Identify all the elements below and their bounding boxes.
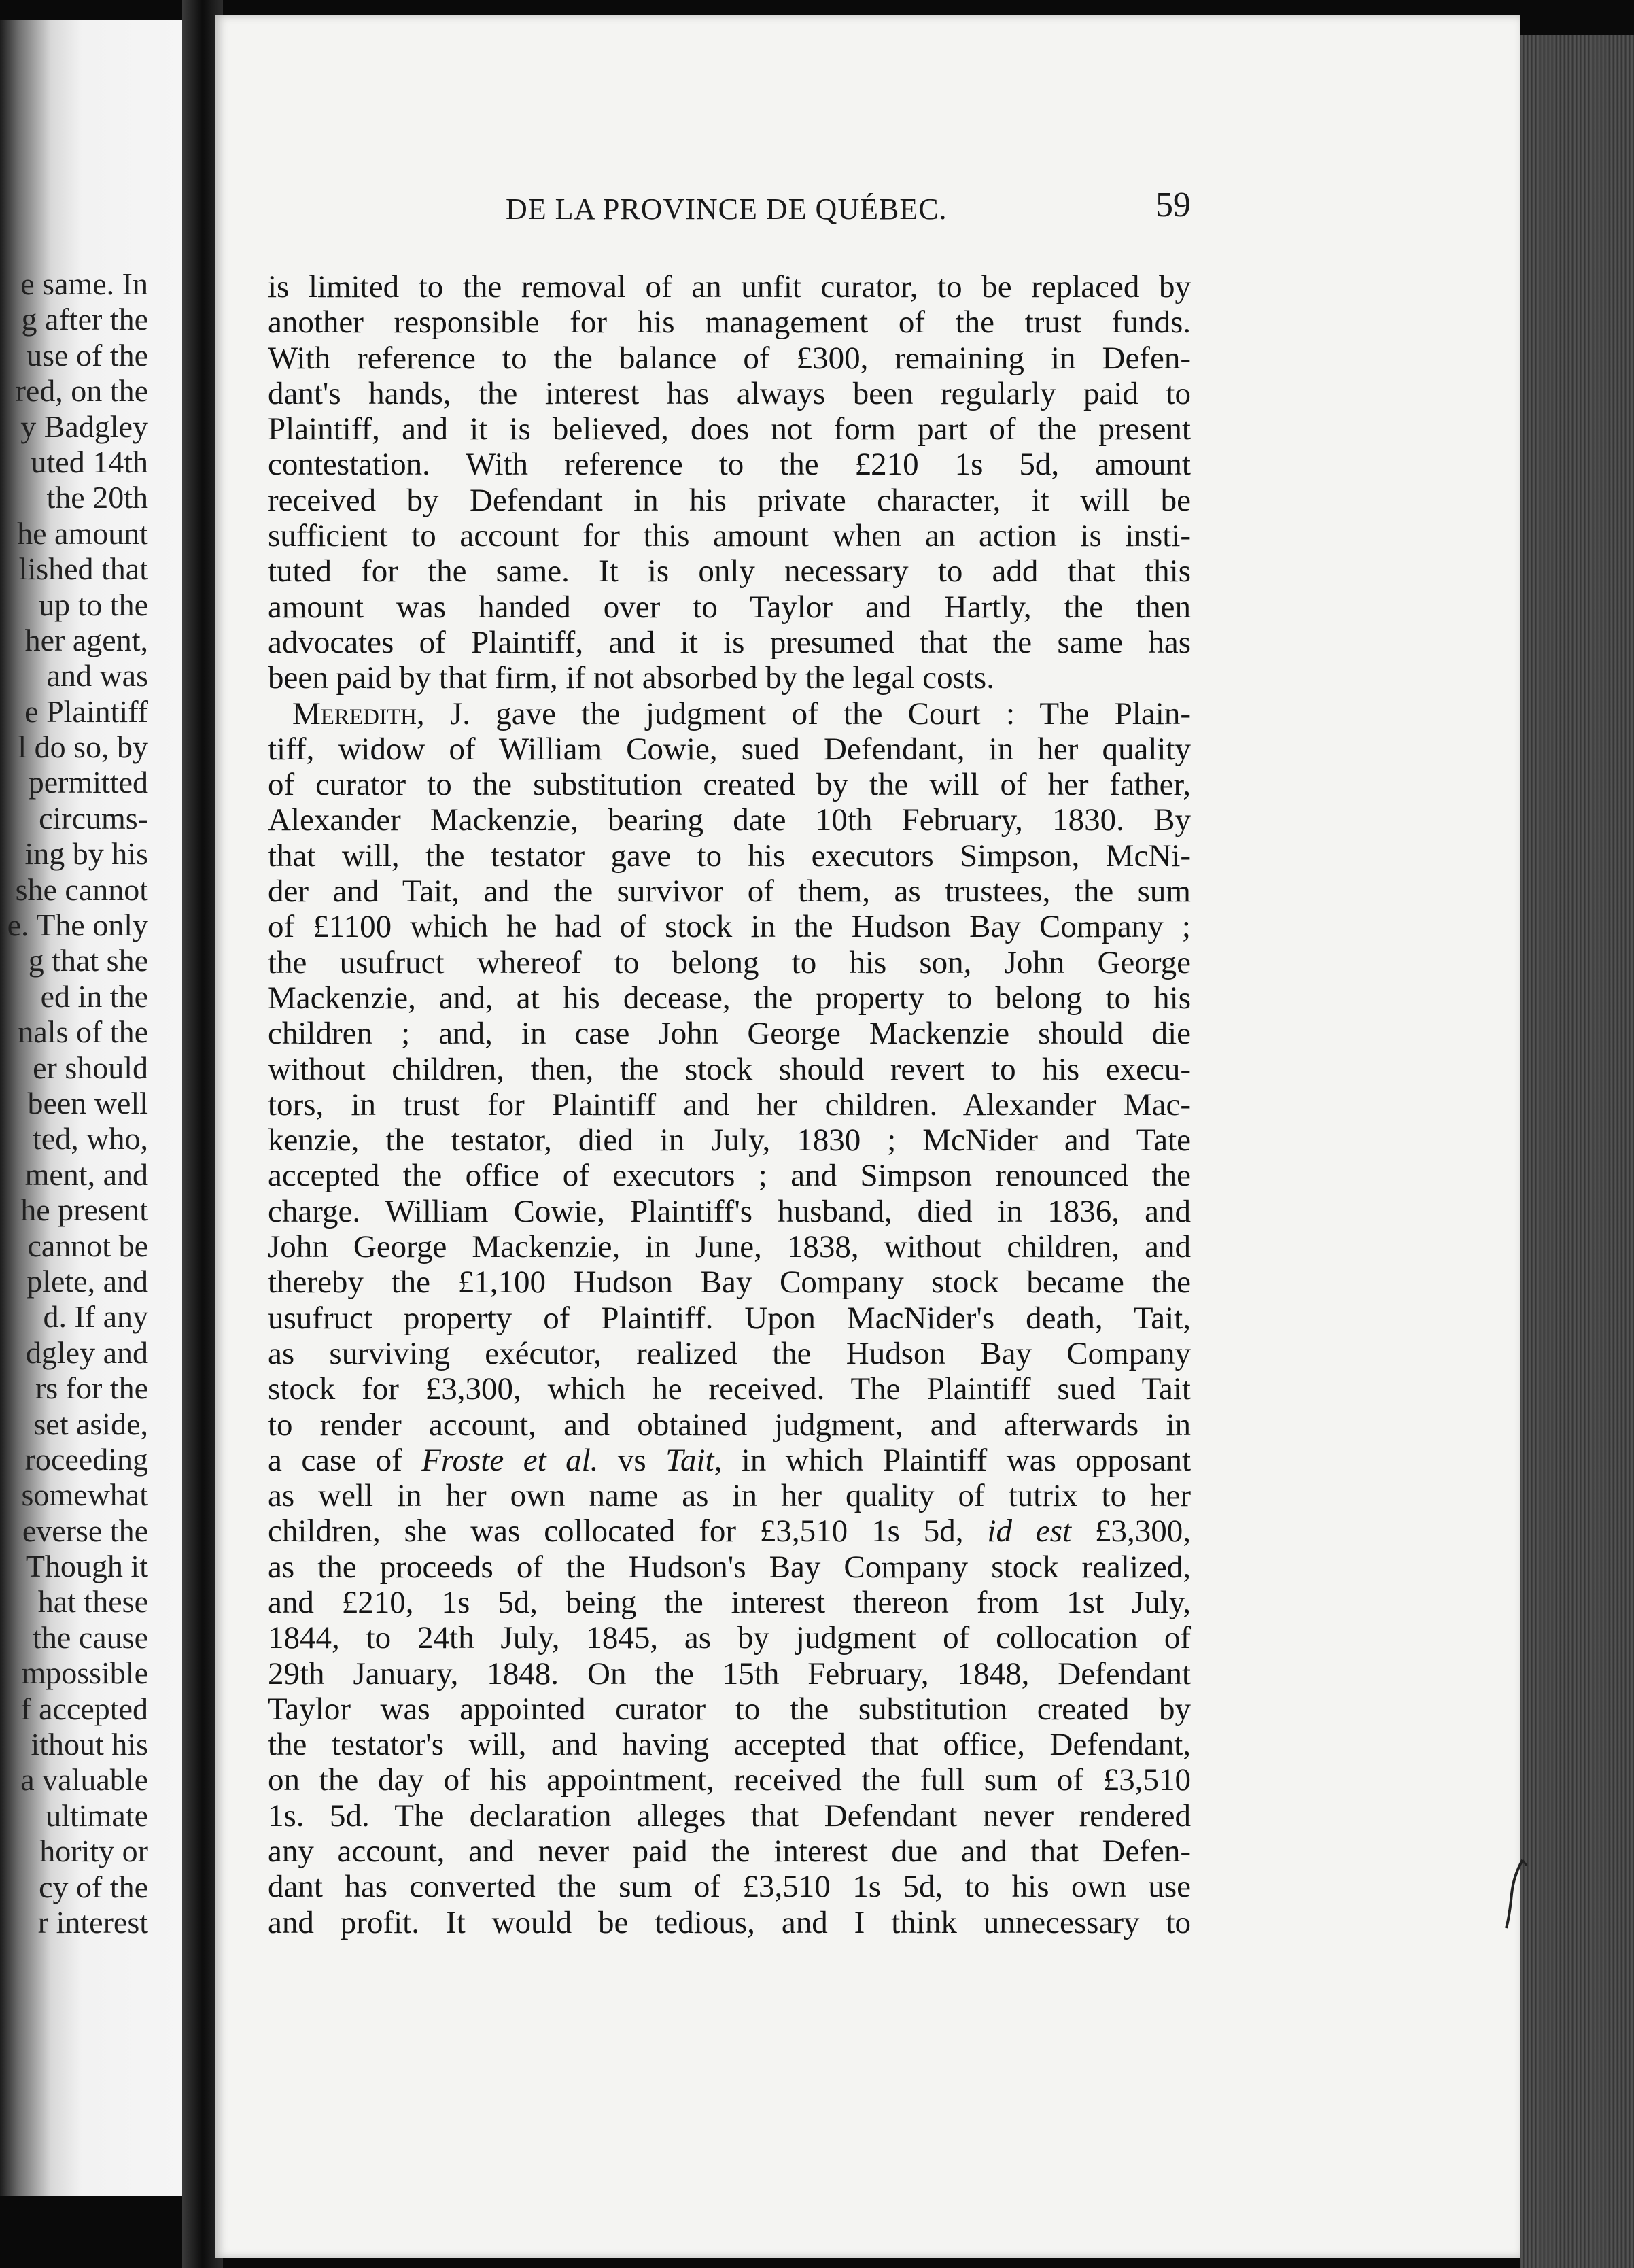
text-line: without children, then, the stock should revert to his execu- bbox=[268, 1051, 1191, 1087]
text-line: Mackenzie, and, at his decease, the property to belong to his bbox=[268, 980, 1191, 1016]
text-line: kenzie, the testator, died in July, 1830 ; McNider and Tate bbox=[268, 1122, 1191, 1158]
left-line: g that she bbox=[28, 943, 148, 978]
left-line: Though it bbox=[25, 1549, 148, 1584]
body-text bbox=[268, 269, 1191, 1940]
text-line-judgment-opening bbox=[268, 696, 1191, 732]
case-intro: a case of bbox=[268, 1442, 402, 1478]
left-line: cannot be bbox=[27, 1228, 148, 1263]
text-line: as the proceeds of the Hudson's Bay Company stock realized, bbox=[268, 1549, 1191, 1585]
left-line: f accepted bbox=[20, 1691, 148, 1726]
left-line: permitted bbox=[28, 765, 148, 800]
running-head: DE LA PROVINCE DE QUÉBEC. bbox=[506, 192, 948, 226]
judge-name: Meredith, bbox=[292, 695, 425, 732]
text-line: charge. William Cowie, Plaintiff's husband, died in 1836, and bbox=[268, 1193, 1191, 1229]
collocation-text: children, she was collocated for £3,510 1s 5d, bbox=[268, 1513, 964, 1549]
case-defendant: Tait, bbox=[665, 1442, 723, 1478]
left-line: e Plaintiff bbox=[24, 693, 148, 729]
text-line: Alexander Mackenzie, bearing date 10th February, 1830. By bbox=[268, 802, 1191, 838]
text-line: 29th January, 1848. On the 15th February, 1848, Defendant bbox=[268, 1655, 1191, 1691]
left-line: ing by his bbox=[24, 836, 148, 872]
text-line: received by Defendant in his private character, it will be bbox=[268, 482, 1191, 518]
text-line: the usufruct whereof to belong to his son, John George bbox=[268, 944, 1191, 980]
text-line: With reference to the balance of £300, remaining in Defen- bbox=[268, 340, 1191, 376]
text-line: John George Mackenzie, in June, 1838, without children, and bbox=[268, 1229, 1191, 1265]
text-line: Taylor was appointed curator to the substitution created by bbox=[268, 1691, 1191, 1727]
left-line: rs for the bbox=[35, 1371, 148, 1406]
left-line: a valuable bbox=[20, 1762, 148, 1798]
pencil-mark bbox=[1502, 1856, 1529, 1931]
text-line: 1s. 5d. The declaration alleges that Defendant never rendered bbox=[268, 1798, 1191, 1834]
text-line: on the day of his appointment, received the full sum of £3,510 bbox=[268, 1762, 1191, 1798]
left-line: the cause bbox=[33, 1619, 148, 1655]
left-line: e. The only bbox=[7, 908, 148, 943]
text-line: tors, in trust for Plaintiff and her children. Alexander Mac- bbox=[268, 1086, 1191, 1122]
left-line: cy of the bbox=[39, 1869, 148, 1904]
text-line: as well in her own name as in her quality of tutrix to her bbox=[268, 1478, 1191, 1514]
text-line: dant has converted the sum of £3,510 1s 5d, to his own use bbox=[268, 1869, 1191, 1905]
left-line: d. If any bbox=[43, 1299, 148, 1335]
left-line: roceeding bbox=[24, 1441, 148, 1477]
text-line: Plaintiff, and it is believed, does not form part of the present bbox=[268, 411, 1191, 447]
text-line: dant's hands, the interest has always been regularly paid to bbox=[268, 375, 1191, 411]
left-line: ted, who, bbox=[33, 1121, 148, 1156]
left-line: he amount bbox=[17, 515, 148, 551]
text-line: thereby the £1,100 Hudson Bay Company stock became the bbox=[268, 1265, 1191, 1301]
text-line: contestation. With reference to the £210 1s 5d, amount bbox=[268, 447, 1191, 483]
left-line: the 20th bbox=[46, 480, 148, 515]
left-line: e same. In bbox=[20, 267, 148, 301]
text-line: that will, the testator gave to his executors Simpson, McNi- bbox=[268, 838, 1191, 874]
text-line: the testator's will, and having accepted that office, Defendant, bbox=[268, 1727, 1191, 1763]
text-line: advocates of Plaintiff, and it is presumed that the same has bbox=[268, 624, 1191, 660]
left-line: set aside, bbox=[33, 1406, 148, 1441]
text-line-case-citation bbox=[268, 1443, 1191, 1478]
case-tail: in which Plaintiff was opposant bbox=[741, 1442, 1192, 1478]
text-line: stock for £3,300, which he received. The Plaintiff sued Tait bbox=[268, 1371, 1191, 1407]
text-line: der and Tait, and the survivor of them, as trustees, the sum bbox=[268, 874, 1191, 910]
left-line: y Badgley bbox=[20, 409, 148, 444]
text-line-collocation bbox=[268, 1513, 1191, 1549]
text-line: 1844, to 24th July, 1845, as by judgment of collocation of bbox=[268, 1620, 1191, 1656]
left-line: r interest bbox=[37, 1904, 148, 1940]
text-line: of £1100 which he had of stock in the Hudson Bay Company ; bbox=[268, 909, 1191, 945]
left-page bbox=[0, 20, 182, 2196]
left-line: her agent, bbox=[24, 622, 148, 657]
left-line: uted 14th bbox=[31, 444, 148, 479]
text-line: and profit. It would be tedious, and I think unnecessary to bbox=[268, 1904, 1191, 1940]
text-line: as surviving exécutor, realized the Hudson Bay Company bbox=[268, 1335, 1191, 1371]
text-line: any account, and never paid the interest due and that Defen- bbox=[268, 1834, 1191, 1870]
text-line: to render account, and obtained judgment, and afterwards in bbox=[268, 1407, 1191, 1443]
text-line: children ; and, in case John George Mackenzie should die bbox=[268, 1016, 1191, 1052]
id-est: id est bbox=[987, 1513, 1072, 1549]
left-line: mpossible bbox=[21, 1655, 148, 1691]
text-line: of curator to the substitution created by the will of her father, bbox=[268, 767, 1191, 803]
left-line: hat these bbox=[37, 1584, 148, 1619]
text-line: tiff, widow of William Cowie, sued Defendant, in her quality bbox=[268, 731, 1191, 767]
left-line: use of the bbox=[27, 337, 148, 373]
left-line: plete, and bbox=[27, 1263, 148, 1299]
text-line: another responsible for his management of the trust funds. bbox=[268, 305, 1191, 341]
judgment-text: J. gave the judgment of the Court : The Plain- bbox=[449, 695, 1191, 732]
text-line: is limited to the removal of an unfit curator, to be replaced by bbox=[268, 269, 1191, 305]
left-line: hority or bbox=[39, 1834, 148, 1869]
left-line: l do so, by bbox=[18, 729, 148, 765]
left-line: ultimate bbox=[46, 1798, 148, 1833]
left-line: up to the bbox=[39, 587, 148, 622]
text-line: usufruct property of Plaintiff. Upon MacNider's death, Tait, bbox=[268, 1300, 1191, 1336]
left-line: ed in the bbox=[40, 978, 148, 1014]
left-line: been well bbox=[27, 1085, 148, 1120]
left-page-text bbox=[7, 267, 148, 1940]
text-line: sufficient to account for this amount when an action is insti- bbox=[268, 518, 1191, 554]
left-line: she cannot bbox=[15, 872, 148, 907]
left-line: nals of the bbox=[18, 1014, 148, 1050]
text-line: been paid by that firm, if not absorbed by the legal costs. bbox=[268, 660, 994, 696]
left-line: lished that bbox=[18, 551, 148, 587]
text-line: and £210, 1s 5d, being the interest thereon from 1st July, bbox=[268, 1584, 1191, 1620]
text-line: amount was handed over to Taylor and Hartly, the then bbox=[268, 589, 1191, 625]
left-line: ithout his bbox=[31, 1727, 148, 1762]
left-line: everse the bbox=[22, 1513, 148, 1548]
text-line: accepted the office of executors ; and Simpson renounced the bbox=[268, 1158, 1191, 1194]
left-line: dgley and bbox=[25, 1335, 148, 1370]
left-line: and was bbox=[46, 658, 148, 693]
left-line: red, on the bbox=[15, 373, 148, 409]
left-line: somewhat bbox=[21, 1477, 148, 1513]
left-line: circums- bbox=[39, 800, 148, 836]
id-est-amount: £3,300, bbox=[1095, 1513, 1191, 1549]
case-name: Froste et al. bbox=[421, 1442, 599, 1478]
page-number: 59 bbox=[1155, 186, 1191, 224]
left-line: g after the bbox=[21, 302, 148, 337]
left-line: er should bbox=[33, 1050, 148, 1085]
text-line: tuted for the same. It is only necessary to add that this bbox=[268, 553, 1191, 589]
page-stack-edge bbox=[1520, 35, 1634, 2268]
left-line: he present bbox=[20, 1192, 148, 1228]
case-vs: vs bbox=[617, 1442, 646, 1478]
left-line: ment, and bbox=[24, 1156, 148, 1192]
